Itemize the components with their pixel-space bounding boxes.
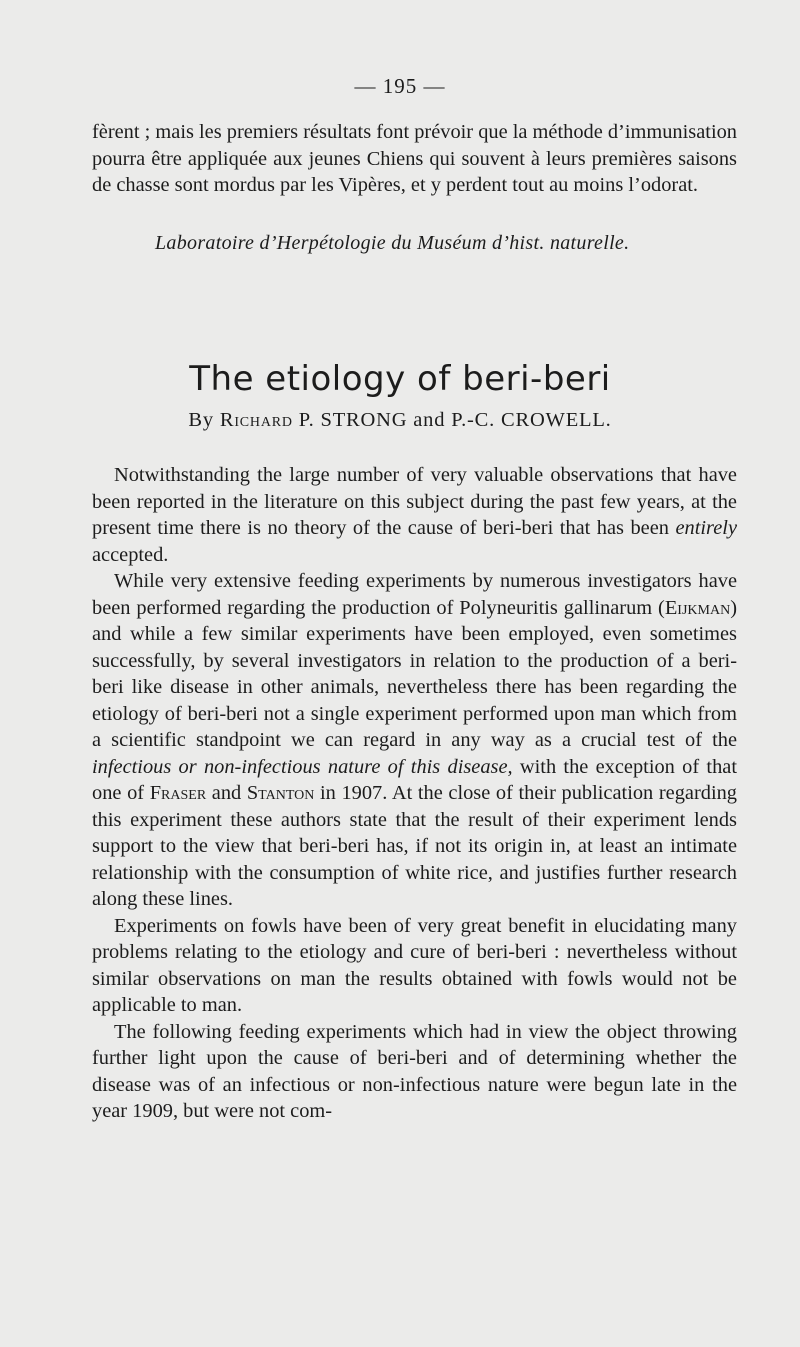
byline-prefix: By <box>188 409 214 431</box>
byline <box>0 409 800 432</box>
p1-text-c: accepted. <box>92 543 169 566</box>
p2-emphasis: infectious or non-infectious nature of this disease, <box>92 755 513 778</box>
p2-fraser: Fraser <box>149 782 207 804</box>
p1-emphasis: entirely <box>675 517 737 539</box>
paragraph-1 <box>92 462 737 568</box>
article-title: The etiology of beri-beri <box>189 358 611 399</box>
paragraph-3: Experiments on fowls have been of very great benefit in elucidating many problems relating to the etiology and cure of beri-beri : nevertheless without similar observations on man the results obtained with fowls would not be applicable to man. <box>92 914 737 1016</box>
byline-connector: and <box>413 409 446 431</box>
p2-stanton: Stanton <box>246 782 315 804</box>
continuation-text <box>92 119 737 199</box>
author-2: P.-C. CROWELL. <box>451 409 612 431</box>
author-1-rest: P. STRONG <box>298 409 408 431</box>
continuation-paragraph: fèrent ; mais les premiers résultats font prévoir que la méthode d’immunisation pourra être appliquée aux jeunes Chiens qui souvent à leurs premières saisons de chasse sont mordus par les Vipères, et y perdent tout au moins l’odorat. <box>92 121 737 196</box>
article-body <box>92 462 737 1125</box>
laboratory-attribution: Laboratoire d’Herpétologie du Muséum d’hist. naturelle. <box>155 232 630 254</box>
p2-eijkman: Eijkman <box>664 596 731 619</box>
p2-text-a: While very extensive feeding experiments by numerous investigators have been performed regarding the production of Polyneuritis gallinarum ( <box>92 570 737 619</box>
paragraph-2 <box>92 568 737 913</box>
paragraph-4: The following feeding experiments which had in view the object throwing further light upon the cause of beri-beri and of determining whether the disease was of an infectious or non-infectious nature were begun late in the year 1909, but were not com- <box>92 1020 737 1122</box>
page-number: — 195 — <box>354 74 446 98</box>
author-1-first-name: Richard <box>219 409 293 431</box>
p1-text-a: Notwithstanding the large number of very valuable observations that have been reported in the literature on this subject during the past few years, at the present time there is no theory of the cause of beri-beri that has been <box>92 464 737 539</box>
p2-text-g: and <box>206 782 247 804</box>
p2-text-i: in 1907. At the close of their publication regarding this experiment these authors state that the result of their experiment lends support to the view that beri-beri has, if not its origin in, at least an intimate relationship with the consumption of white rice, and justifies further research along these lines. <box>92 782 737 910</box>
p2-text-e: with the exception of that one of <box>92 755 737 804</box>
p2-text-c: ) and while a few similar experiments have been employed, even sometimes successfully, by several investigators in relation to the production of a beri-beri like disease in other animals, nevertheless there has been regarding the etiology of beri-beri not a single experiment performed upon man which from a scientific standpoint we can regard in any way as a crucial test of the <box>92 596 737 751</box>
